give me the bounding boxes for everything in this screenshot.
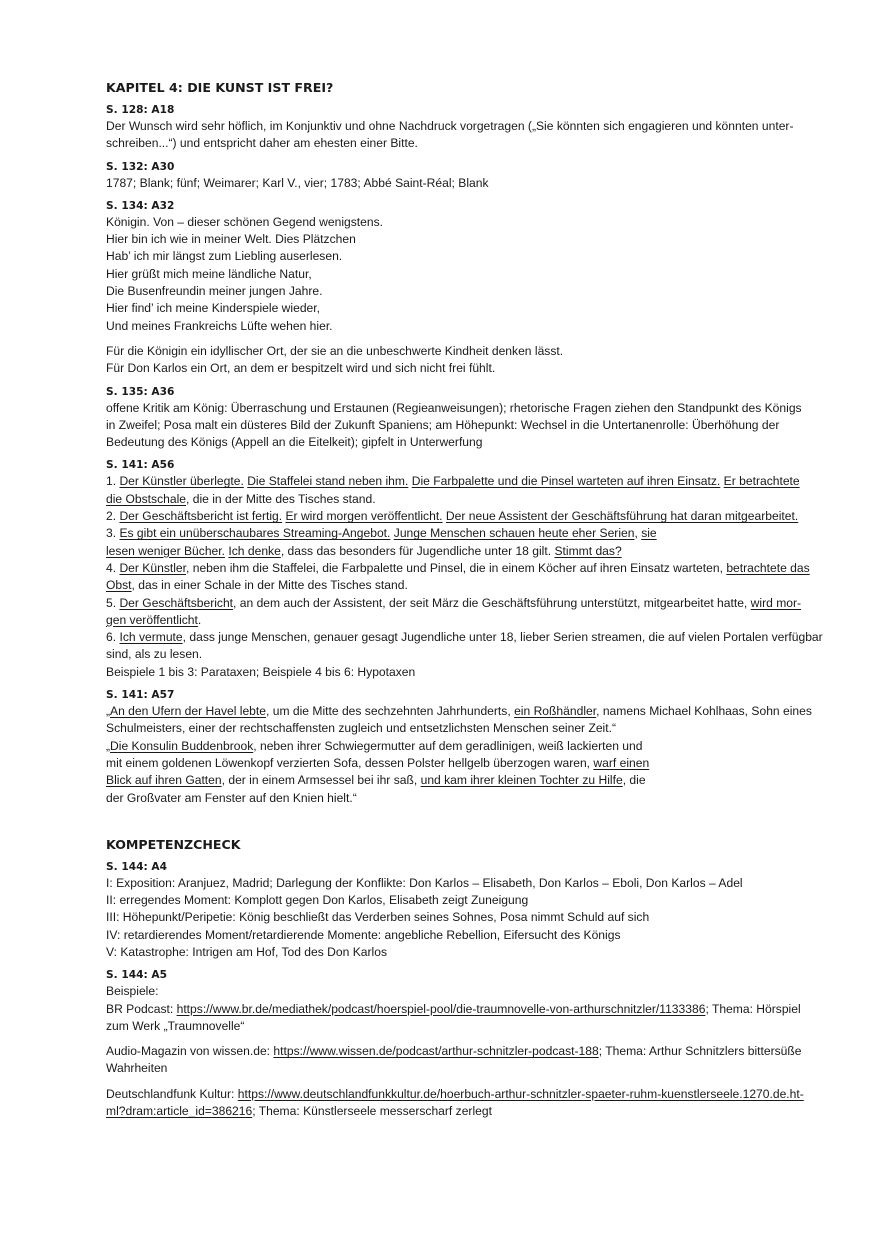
deutschlandfunk-link[interactable]: https://www.deutschlandfunkkultur.de/hoerbuch-arthur-schnitzler-spaeter-ruhm-kuenstlerseele.1270.de.ht- (237, 1086, 804, 1101)
underlined-phrase: wird mor- (750, 595, 802, 610)
text-line: sind, als zu lesen. (106, 647, 203, 662)
section-s144-a4 (106, 861, 828, 961)
poem-line: Hab’ ich mir längst zum Liebling auserlesen. (106, 249, 343, 264)
chapter-heading: KAPITEL 4: DIE KUNST IST FREI? (106, 80, 334, 95)
poem-line: Königin. Von – dieser schönen Gegend wenigstens. (106, 214, 384, 229)
text-line: 3. Es gibt ein unüberschaubares Streaming-Angebot. Junge Menschen schauen heute eher Serien, sie (106, 526, 657, 541)
section-heading: S. 134: A32 (106, 199, 175, 212)
section-heading: S. 135: A36 (106, 385, 175, 398)
section-heading: S. 141: A56 (106, 459, 175, 472)
text-line: lesen weniger Bücher. Ich denke, dass das besonders für Jugendliche unter 18 gilt. Stimmt das? (106, 543, 622, 558)
underlined-phrase: Der Künstler (119, 560, 186, 575)
underlined-phrase: Es gibt ein unüberschaubares Streaming-Angebot. (119, 526, 391, 541)
text-line: der Großvater am Fenster auf den Knien hielt.“ (106, 790, 357, 805)
text-line: schreiben...“) und entspricht daher am ehesten einer Bitte. (106, 136, 418, 151)
text-line: in Zweifel; Posa malt ein düsteres Bild der Zukunft Spaniens; am Höhepunkt: Wechsel in die Untertanenrolle: Überhöhung der (106, 417, 780, 432)
text-line: Bedeutung des Königs (Appell an die Eitelkeit); gipfelt in Unterwerfung (106, 435, 483, 450)
section-s134 (106, 200, 828, 378)
underlined-phrase: die Obstschale (106, 491, 186, 506)
underlined-phrase: Stimmt das? (554, 543, 622, 558)
text-line: Beispiele: (106, 984, 159, 999)
chapter-heading: KOMPETENZCHECK (106, 836, 241, 852)
underlined-phrase: Der Geschäftsbericht ist fertig. (119, 509, 283, 524)
section-heading: S. 144: A4 (106, 860, 167, 873)
text-line: „Die Konsulin Buddenbrook, neben ihrer Schwiegermutter auf dem geradlinigen, weiß lackierten und (106, 738, 643, 753)
underlined-phrase: warf einen (593, 755, 650, 770)
text-line: 1787; Blank; fünf; Weimarer; Karl V., vier; 1783; Abbé Saint-Réal; Blank (106, 175, 489, 190)
underlined-phrase: Blick auf ihren Gatten (106, 773, 222, 788)
section-heading: S. 128: A18 (106, 104, 175, 116)
text-line: gen veröffentlicht. (106, 612, 202, 627)
section-s135 (106, 386, 828, 452)
text-line: offene Kritik am König: Überraschung und Erstaunen (Regieanweisungen); rhetorische Fragen ziehen den Standpunkt des Königs (106, 400, 802, 415)
underlined-phrase: Ich vermute (119, 630, 183, 645)
text-line: 6. Ich vermute, dass junge Menschen, genauer gesagt Jugendliche unter 18, lieber Serien streamen, die auf vielen Portalen verfügbar (106, 630, 823, 645)
text-line: Der Wunsch wird sehr höflich, im Konjunktiv und ohne Nachdruck vorgetragen („Sie könnten sich engagieren und könnten unter- (106, 119, 794, 133)
section-s128 (106, 104, 828, 153)
underlined-phrase: An den Ufern der Havel lebte (110, 704, 266, 719)
section-heading: S. 141: A57 (106, 689, 175, 702)
text-line: Blick auf ihren Gatten, der in einem Armsessel bei ihr saß, und kam ihrer kleinen Tochter zu Hilfe, die (106, 773, 646, 788)
underlined-phrase: Er betrachtete (723, 474, 800, 489)
text-line: 1. Der Künstler überlegte. Die Staffelei stand neben ihm. Die Farbpalette und die Pinsel warteten auf ihren Einsatz. Er betrachtete (106, 474, 800, 489)
text-line: Obst, das in einer Schale in der Mitte des Tisches stand. (106, 578, 408, 593)
poem-line: Hier grüßt mich meine ländliche Natur, (106, 266, 312, 281)
underlined-phrase: lesen weniger Bücher. (106, 543, 225, 558)
text-line: III: Höhepunkt/Peripetie: König beschließt das Verderben seines Sohnes, Posa nimmt Schuld auf sich (106, 910, 650, 925)
underlined-phrase: Obst (106, 578, 132, 593)
text-line: 2. Der Geschäftsbericht ist fertig. Er wird morgen veröffentlicht. Der neue Assistent der Geschäftsführung hat daran mitgearbeitet. (106, 509, 799, 524)
section-s132 (106, 161, 828, 192)
text-line: Für die Königin ein idyllischer Ort, der sie an die unbeschwerte Kindheit denken lässt. (106, 343, 564, 358)
text-line: I: Exposition: Aranjuez, Madrid; Darlegung der Konflikte: Don Karlos – Elisabeth, Don Karlos – Eboli, Don Karlos – Adel (106, 875, 743, 890)
text-line: Beispiele 1 bis 3: Parataxen; Beispiele 4 bis 6: Hypotaxen (106, 664, 416, 679)
section-heading: S. 144: A5 (106, 969, 167, 982)
text-line: BR Podcast: https://www.br.de/mediathek/podcast/hoerspiel-pool/die-traumnovelle-von-arthurschnitzler/1133386; Thema: Hörspiel (106, 1001, 801, 1016)
underlined-phrase: Junge Menschen schauen heute eher Serien (393, 526, 635, 541)
poem-line: Hier find’ ich meine Kinderspiele wieder, (106, 301, 320, 316)
text-line: IV: retardierendes Moment/retardierende Momente: angebliche Rebellion, Eifersucht des Königs (106, 927, 621, 942)
section-heading: S. 132: A30 (106, 160, 175, 173)
poem-line: Die Busenfreundin meiner jungen Jahre. (106, 284, 323, 299)
deutschlandfunk-link[interactable]: ml?dram:article_id=386216 (106, 1104, 253, 1119)
underlined-phrase: Die Farbpalette und die Pinsel warteten auf ihren Einsatz. (411, 474, 721, 489)
poem-line: Und meines Frankreichs Lüfte wehen hier. (106, 318, 333, 333)
underlined-phrase: Die Konsulin Buddenbrook (110, 738, 254, 753)
text-line: Wahrheiten (106, 1061, 168, 1076)
underlined-phrase: ein Roßhändler (514, 704, 597, 719)
underlined-phrase: Der neue Assistent der Geschäftsführung hat daran mitgearbeitet. (445, 509, 799, 524)
section-s144-a5 (106, 969, 828, 1120)
underlined-phrase: Der Künstler überlegte. (119, 474, 244, 489)
wissen-podcast-link[interactable]: https://www.wissen.de/podcast/arthur-schnitzler-podcast-188 (273, 1044, 599, 1059)
text-line: II: erregendes Moment: Komplott gegen Don Karlos, Elisabeth zeigt Zuneigung (106, 893, 529, 908)
underlined-phrase: betrachtete das (726, 560, 810, 575)
underlined-phrase: Der Geschäftsbericht (119, 595, 234, 610)
poem-line: Hier bin ich wie in meiner Welt. Dies Plätzchen (106, 232, 356, 247)
text-line: 5. Der Geschäftsbericht, an dem auch der Assistent, der seit März die Geschäftsführung unterstützt, mitgearbeitet hatte, wird mor- (106, 595, 802, 610)
text-line: Schulmeisters, einer der rechtschaffensten zugleich und entsetzlichsten Menschen seiner Zeit.“ (106, 721, 616, 736)
text-line: Audio-Magazin von wissen.de: https://www.wissen.de/podcast/arthur-schnitzler-podcast-188; Thema: Arthur Schnitzlers bittersüße (106, 1044, 802, 1059)
underlined-phrase: sie (641, 526, 657, 541)
text-line: „An den Ufern der Havel lebte, um die Mitte des sechzehnten Jahrhunderts, ein Roßhändler, namens Michael Kohlhaas, Sohn eines (106, 704, 812, 719)
text-line: 4. Der Künstler, neben ihm die Staffelei, die Farbpalette und Pinsel, die in einem Köcher auf ihren Einsatz warteten, betrachtete das (106, 560, 810, 575)
text-line: Für Don Karlos ein Ort, an dem er bespitzelt wird und sich nicht frei fühlt. (106, 361, 496, 376)
section-s141-a57 (106, 689, 828, 807)
text-line: Deutschlandfunk Kultur: https://www.deutschlandfunkkultur.de/hoerbuch-arthur-schnitzler-spaeter-ruhm-kuenstlerseele.1270.de.ht- (106, 1086, 804, 1101)
text-line: ml?dram:article_id=386216; Thema: Künstlerseele messerscharf zerlegt (106, 1104, 492, 1119)
underlined-phrase: und kam ihrer kleinen Tochter zu Hilfe (420, 773, 623, 788)
text-line: die Obstschale, die in der Mitte des Tisches stand. (106, 491, 376, 506)
underlined-phrase: Ich denke (228, 543, 281, 558)
br-podcast-link[interactable]: https://www.br.de/mediathek/podcast/hoerspiel-pool/die-traumnovelle-von-arthurschnitzler/1133386 (176, 1001, 706, 1016)
section-s141-a56 (106, 459, 828, 681)
underlined-phrase: gen veröffentlicht (106, 612, 198, 627)
underlined-phrase: Die Staffelei stand neben ihm. (247, 474, 409, 489)
underlined-phrase: Er wird morgen veröffentlicht. (285, 509, 443, 524)
document-page (106, 80, 828, 1128)
text-line: zum Werk „Traumnovelle“ (106, 1018, 245, 1033)
text-line: mit einem goldenen Löwenkopf verzierten Sofa, dessen Polster hellgelb überzogen waren, warf einen (106, 755, 650, 770)
text-line: V: Katastrophe: Intrigen am Hof, Tod des Don Karlos (106, 944, 387, 959)
